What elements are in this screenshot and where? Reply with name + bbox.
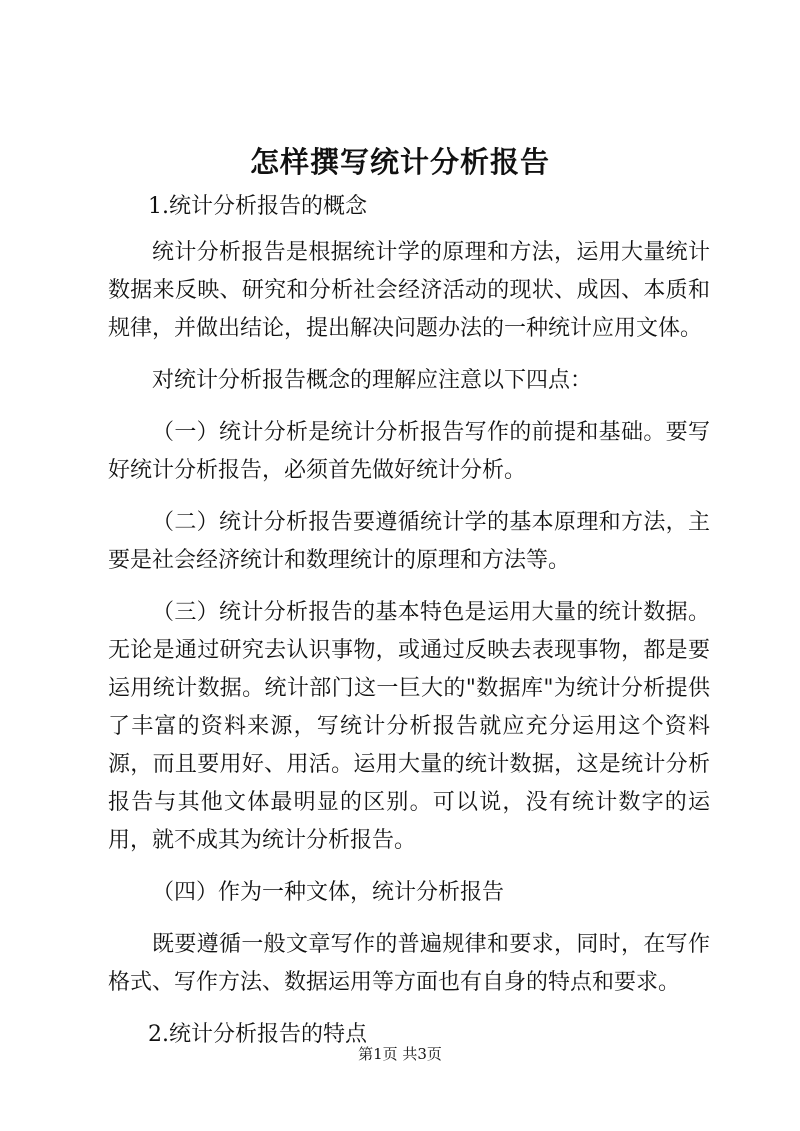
paragraph-definition: 统计分析报告是根据统计学的原理和方法，运用大量统计数据来反映、研究和分析社会经济活动的现状、成因、本质和规律，并做出结论，提出解决问题办法的一种统计应用文体。 [108,240,710,341]
paragraph-point-four-detail: 既要遵循一般文章写作的普遍规律和要求，同时，在写作格式、写作方法、数据运用等方面也有自身的特点和要求。 [108,932,710,995]
document-title: 怎样撰写统计分析报告 [249,145,550,179]
paragraph-point-three: （三）统计分析报告的基本特色是运用大量的统计数据。无论是通过研究去认识事物，或通过反映去表现事物，都是要运用统计数据。统计部门这一巨大的"数据库"为统计分析提供了丰富的资料来源，写统计分析报告就应充分运用这个资料源，而且要用好、用活。运用大量的统计数据，这是统计分析报告与其他文体最明显的区别。可以说，没有统计数字的运用，就不成其为统计分析报告。 [108,600,710,853]
section-heading-concept: 1.统计分析报告的概念 [148,194,367,219]
document-body [108,188,710,1054]
paragraph-four-points-intro: 对统计分析报告概念的理解应注意以下四点： [152,368,593,393]
section-heading-features: 2.统计分析报告的特点 [148,1022,367,1047]
paragraph-point-one: （一）统计分析是统计分析报告写作的前提和基础。要写好统计分析报告，必须首先做好统计分析。 [108,420,710,483]
paragraph-point-four: （四）作为一种文体，统计分析报告 [152,880,505,905]
paragraph-point-two: （二）统计分析报告要遵循统计学的基本原理和方法，主要是社会经济统计和数理统计的原理和方法等。 [108,510,710,573]
page-footer: 第1页 共3页 [358,1045,442,1063]
